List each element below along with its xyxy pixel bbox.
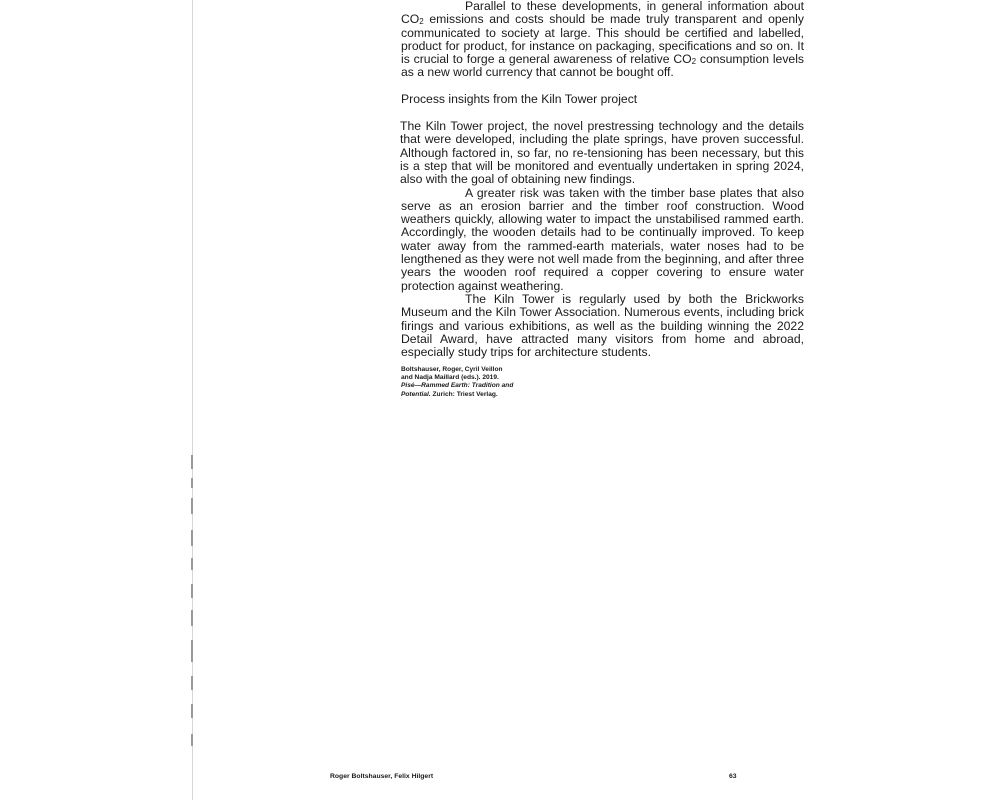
reference-line xyxy=(401,382,541,390)
section-heading: Process insights from the Kiln Tower project xyxy=(401,91,638,106)
footer-authors: Roger Boltshauser, Felix Hilgert xyxy=(330,773,434,780)
text-column xyxy=(401,0,804,359)
gutter-tick xyxy=(191,584,193,598)
gutter-tick xyxy=(191,676,193,690)
gutter-tick xyxy=(191,478,193,488)
paragraph-co2-transparency xyxy=(401,0,804,80)
reference-line: and Nadja Maillard (eds.). 2019. xyxy=(401,374,499,382)
paragraph-text: consumption levels as a new world currency that cannot be bought off. xyxy=(401,52,804,80)
reference-publisher: Zurich: Triest Verlag. xyxy=(430,390,498,398)
reference-line: Boltshauser, Roger, Cyril Veillon xyxy=(401,366,503,373)
paragraph-kiln-tower-usage: The Kiln Tower is regularly used by both the Brickworks Museum and the Kiln Tower Association. Numerous events, including brick firings and various exhibitions, as well as the building winning the 2022 Detail Award, have attracted many visitors from home and abroad, especially study trips for architecture students. xyxy=(401,291,804,360)
gutter-tick xyxy=(191,610,193,626)
paragraph-text: emissions and costs should be made truly transparent and openly communicated to society at large. This should be certified and labelled, product for product, for instance on packaging, specifications and so on. It is crucial to forge a general awareness of relative CO xyxy=(401,12,804,67)
gutter-tick xyxy=(191,640,193,662)
paragraph-text: Parallel to these developments, in general information about CO xyxy=(401,0,804,27)
co2-subscript: 2 xyxy=(691,57,697,67)
gutter-tick xyxy=(191,734,193,746)
co2-subscript: 2 xyxy=(419,17,424,27)
gutter-tick xyxy=(191,558,193,570)
gutter-tick xyxy=(191,455,193,469)
gutter-tick xyxy=(191,704,193,718)
page-number: 63 xyxy=(729,773,737,780)
reference-title: Pisé—Rammed Earth: Tradition and xyxy=(401,382,514,390)
gutter-tick xyxy=(191,530,193,546)
paragraph-greater-risk: A greater risk was taken with the timber base plates that also serve as an erosion barrier and the timber roof construction. Wood weathers quickly, allowing water to impact the unstabilised rammed earth. Accordingly, the wooden details had to be continually improved. To keep water away from the rammed-earth materials, water noses had to be lengthened as they were not well made from the beginning, and after three years the wooden roof required a copper covering to ensure water protection against weathering. xyxy=(401,185,804,293)
bibliography-reference xyxy=(401,366,541,399)
reference-title: Potential. xyxy=(401,390,431,398)
paragraph-kiln-tower-project: The Kiln Tower project, the novel prestressing technology and the details that were developed, including the plate springs, have proven successful. Although factored in, so far, no re-tensioning has been necessary, but this is a step that will be monitored and eventually undertaken in spring 2024, also with the goal of obtaining new findings. xyxy=(400,119,804,187)
reference-line xyxy=(401,391,541,399)
gutter-tick xyxy=(191,498,193,514)
